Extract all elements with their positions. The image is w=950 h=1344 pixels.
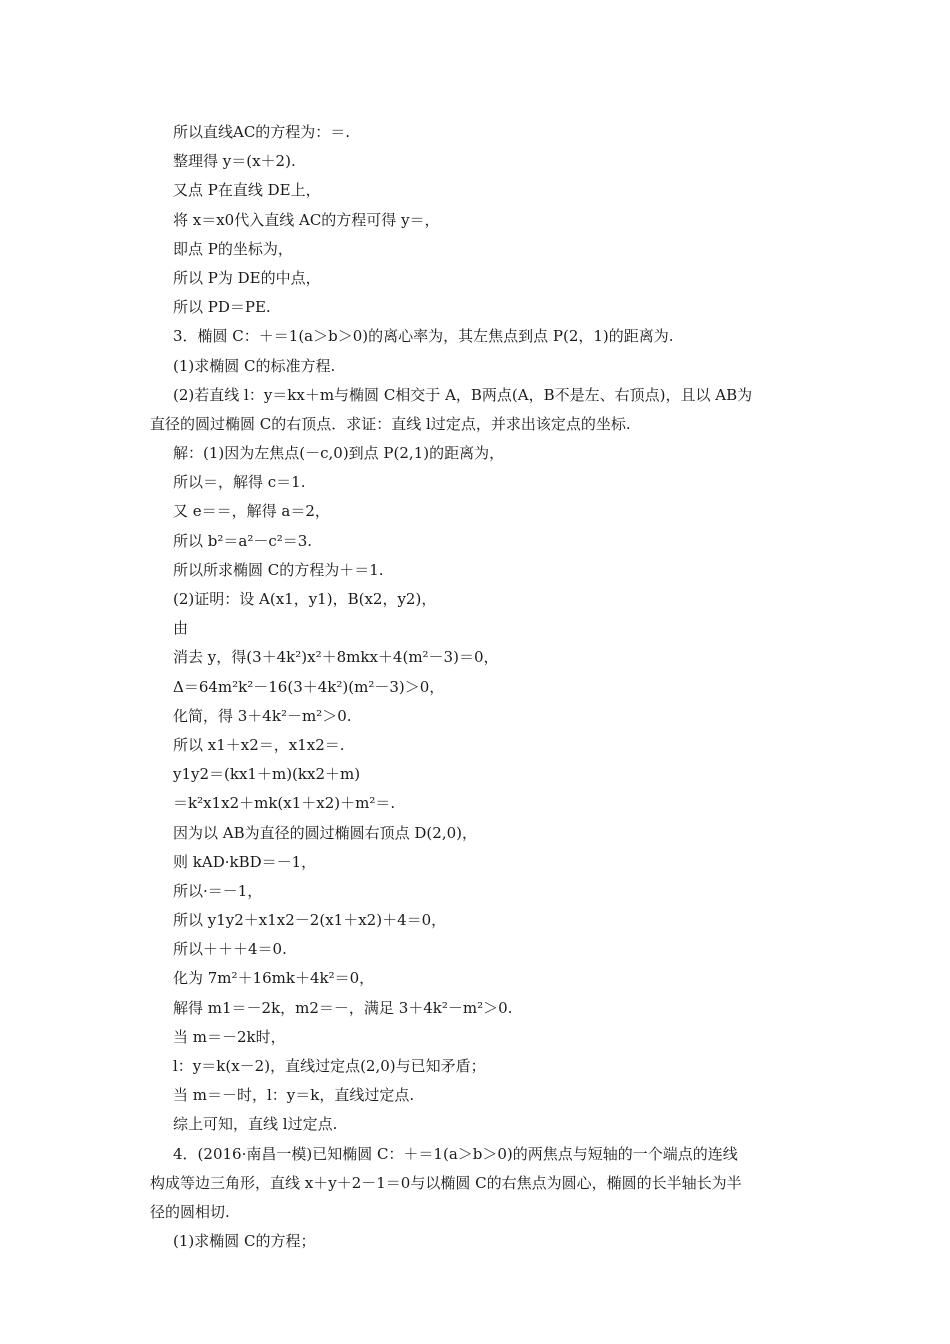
text-line: Δ＝64m²k²－16(3＋4k²)(m²－3)＞0，: [173, 677, 445, 696]
text-line: 所以 PD＝PE.: [173, 298, 271, 317]
text-line: 整理得 y＝(x＋2).: [173, 152, 296, 171]
text-line: y1y2＝(kx1＋m)(kx2＋m): [173, 765, 361, 784]
text-line: 解得 m1＝－2k，m2＝－，满足 3＋4k²－m²＞0.: [173, 998, 513, 1017]
text-line: ＝k²x1x2＋mk(x1＋x2)＋m²＝.: [173, 794, 396, 813]
text-line: 所以所求椭圆 C的方程为＋＝1.: [173, 560, 384, 579]
text-line: 化为 7m²＋16mk＋4k²＝0，: [173, 969, 375, 988]
text-line: 又 e＝＝，解得 a＝2，: [173, 502, 330, 521]
text-line: 当 m＝－时，l：y＝k，直线过定点.: [173, 1086, 415, 1105]
text-line: 当 m＝－2k时，: [173, 1027, 286, 1046]
text-line: 所以＋＋＋4＝0.: [173, 940, 287, 959]
text-line: 由: [173, 619, 189, 638]
document-body: [150, 118, 810, 1256]
text-line: 所以 y1y2＋x1x2－2(x1＋x2)＋4＝0，: [173, 911, 447, 930]
text-line: 化简，得 3＋4k²－m²＞0.: [173, 706, 352, 725]
text-line: 则 kAD·kBD＝－1，: [173, 852, 317, 871]
text-line: 将 x＝x0代入直线 AC的方程可得 y＝，: [173, 210, 440, 229]
text-line: 消去 y，得(3＋4k²)x²＋8mkx＋4(m²－3)＝0，: [173, 648, 499, 667]
text-line: 又点 P在直线 DE上，: [173, 181, 321, 200]
text-line: 4．(2016·南昌一模)已知椭圆 C：＋＝1(a＞b＞0)的两焦点与短轴的一个端点的连线: [173, 1144, 738, 1163]
text-line: (2)若直线 l：y＝kx＋m与椭圆 C相交于 A，B两点(A，B不是左、右顶点)，且以 AB为: [173, 385, 753, 404]
text-line: 即点 P的坐标为，: [173, 239, 293, 258]
text-line: 直径的圆过椭圆 C的右顶点．求证：直线 l过定点，并求出该定点的坐标.: [150, 414, 631, 433]
text-line: 因为以 AB为直径的圆过椭圆右顶点 D(2,0)，: [173, 823, 477, 842]
text-line: (2)证明：设 A(x1，y1)，B(x2，y2)，: [173, 590, 437, 608]
text-line: 所以·＝－1，: [173, 881, 263, 900]
text-line: 所以＝，解得 c＝1.: [173, 473, 306, 492]
text-line: 所以 x1＋x2＝，x1x2＝.: [173, 735, 345, 754]
text-line: 综上可知，直线 l过定点.: [173, 1115, 338, 1134]
text-line: 构成等边三角形，直线 x＋y＋2－1＝0与以椭圆 C的右焦点为圆心，椭圆的长半轴长为半: [150, 1173, 742, 1192]
text-line: 径的圆相切.: [150, 1202, 230, 1221]
text-line: 所以 b²＝a²－c²＝3.: [173, 531, 313, 550]
text-line: 3．椭圆 C：＋＝1(a＞b＞0)的离心率为，其左焦点到点 P(2，1)的距离为.: [173, 327, 674, 346]
text-line: 解：(1)因为左焦点(－c,0)到点 P(2,1)的距离为，: [173, 444, 505, 463]
text-line: 所以直线AC的方程为：＝.: [173, 123, 351, 141]
text-line: l：y＝k(x－2)，直线过定点(2,0)与已知矛盾；: [173, 1057, 486, 1075]
text-line: (1)求椭圆 C的方程；: [173, 1232, 316, 1251]
text-line: 所以 P为 DE的中点，: [173, 268, 321, 287]
text-line: (1)求椭圆 C的标准方程.: [173, 356, 336, 375]
